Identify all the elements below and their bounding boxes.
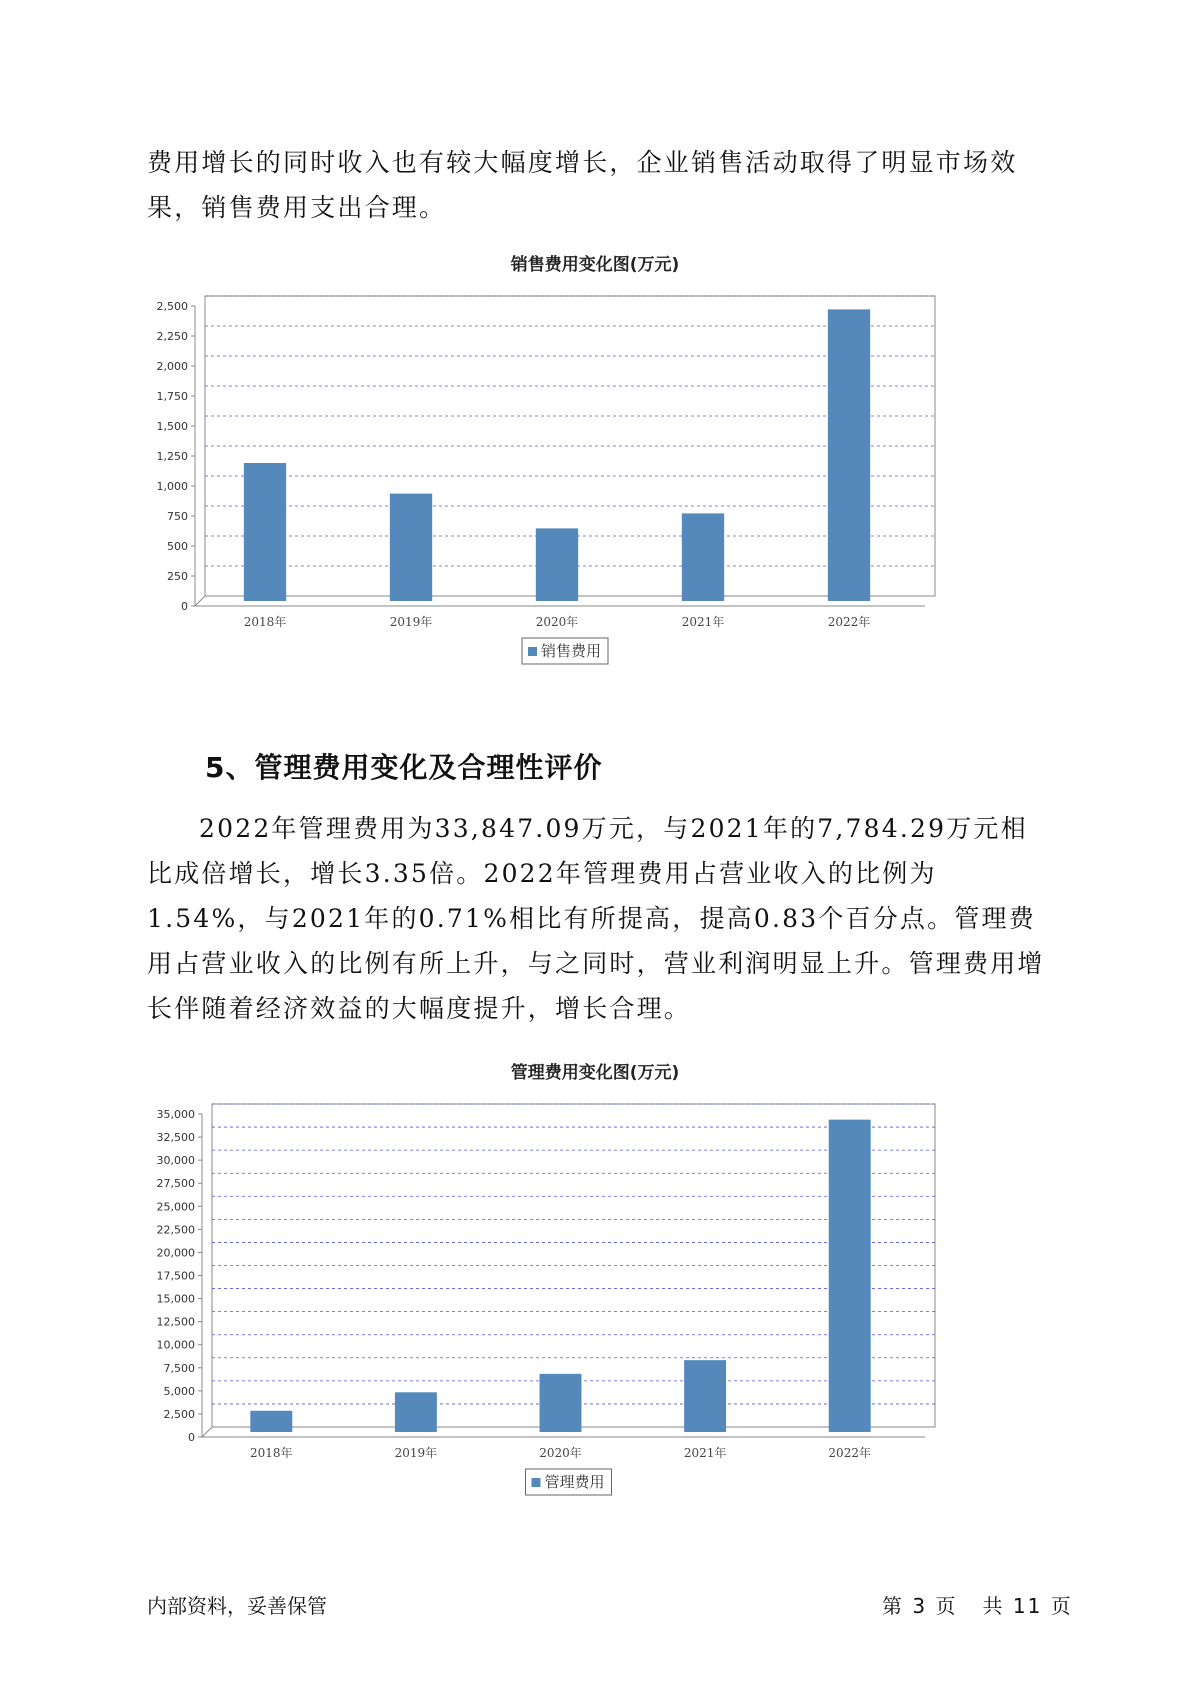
total-prefix: 共 <box>982 1594 1005 1618</box>
y-tick-label: 17,500 <box>156 1269 195 1283</box>
admin-expense-chart-svg <box>150 1058 1040 1513</box>
y-tick-label: 2,000 <box>156 360 188 373</box>
y-tick-label: 1,500 <box>156 420 188 433</box>
x-tick-label: 2021年 <box>681 615 725 629</box>
bar-2019年 <box>390 494 432 601</box>
bar-2022年 <box>828 309 870 601</box>
footer-confidential: 内部资料，妥善保管 <box>147 1594 327 1618</box>
x-tick-label: 2020年 <box>535 615 579 629</box>
bar-2022年 <box>829 1120 871 1432</box>
total-suffix: 页 <box>1050 1594 1073 1618</box>
x-tick-label: 2018年 <box>243 615 287 629</box>
y-tick-label: 35,000 <box>156 1108 195 1121</box>
y-tick-label: 27,500 <box>156 1177 195 1191</box>
y-tick-label: 750 <box>167 510 188 523</box>
legend-swatch <box>528 647 537 656</box>
legend-swatch <box>532 1478 541 1487</box>
page-number: 3 <box>912 1594 928 1618</box>
y-tick-label: 500 <box>167 540 188 553</box>
bar-2020年 <box>540 1374 582 1432</box>
y-tick-label: 25,000 <box>156 1200 195 1214</box>
admin-expense-chart <box>150 1058 1040 1513</box>
bar-2021年 <box>684 1360 726 1432</box>
y-tick-label: 20,000 <box>156 1246 195 1260</box>
axis-depth-line <box>202 1427 212 1437</box>
y-tick-label: 22,500 <box>156 1223 195 1237</box>
y-tick-label: 0 <box>181 600 188 613</box>
bar-2019年 <box>395 1392 437 1432</box>
y-tick-label: 30,000 <box>156 1154 195 1168</box>
y-tick-label: 1,000 <box>156 480 188 493</box>
x-tick-label: 2018年 <box>250 1446 293 1460</box>
y-tick-label: 7,500 <box>163 1361 195 1375</box>
x-tick-label: 2022年 <box>827 615 871 629</box>
x-tick-label: 2022年 <box>828 1446 871 1460</box>
y-tick-label: 2,500 <box>156 300 188 313</box>
y-tick-label: 2,500 <box>163 1407 195 1421</box>
axis-depth-line <box>195 596 205 606</box>
sales-expense-chart <box>150 250 1040 680</box>
section-heading: 5、管理费用变化及合理性评价 <box>205 751 603 784</box>
bar-2018年 <box>244 463 286 601</box>
total-number: 11 <box>1012 1594 1043 1618</box>
chart-title: 销售费用变化图(万元) <box>510 255 680 275</box>
y-tick-label: 5,000 <box>163 1384 195 1398</box>
x-tick-label: 2020年 <box>539 1446 582 1460</box>
intro-paragraph: 费用增长的同时收入也有较大幅度增长，企业销售活动取得了明显市场效果，销售费用支出合理。 <box>147 148 1018 222</box>
legend-label: 销售费用 <box>541 642 602 660</box>
y-tick-label: 12,500 <box>156 1315 195 1329</box>
y-tick-label: 1,750 <box>156 390 188 403</box>
admin-expense-paragraph: 2022年管理费用为33,847.09万元，与2021年的7,784.29万元相比成倍增长，增长3.35倍。2022年管理费用占营业收入的比例为1.54%，与2021年的0.71%相比有所提高，提高0.83个百分点。管理费用占营业收入的比例有所上升，与之同时，营业利润明显上升。管理费用增长伴随着经济效益的大幅度提升，增长合理。 <box>147 814 1045 1023</box>
y-tick-label: 10,000 <box>156 1338 195 1352</box>
page-prefix: 第 <box>882 1594 904 1618</box>
x-tick-label: 2021年 <box>683 1446 727 1460</box>
sales-expense-chart-svg <box>150 250 1040 680</box>
legend-label: 管理费用 <box>544 1473 605 1491</box>
page-suffix: 页 <box>935 1594 958 1618</box>
y-tick-label: 250 <box>167 570 188 583</box>
y-tick-label: 0 <box>188 1431 195 1444</box>
y-tick-label: 1,250 <box>156 450 188 463</box>
x-tick-label: 2019年 <box>389 615 433 629</box>
chart-title: 管理费用变化图(万元) <box>510 1063 680 1083</box>
x-tick-label: 2019年 <box>394 1446 438 1460</box>
footer-page-info <box>882 1590 1073 1619</box>
bar-2021年 <box>682 513 724 601</box>
y-tick-label: 2,250 <box>156 330 188 343</box>
bar-2018年 <box>250 1411 292 1432</box>
bar-2020年 <box>536 528 578 601</box>
y-tick-label: 32,500 <box>156 1131 195 1145</box>
y-tick-label: 15,000 <box>156 1292 195 1306</box>
